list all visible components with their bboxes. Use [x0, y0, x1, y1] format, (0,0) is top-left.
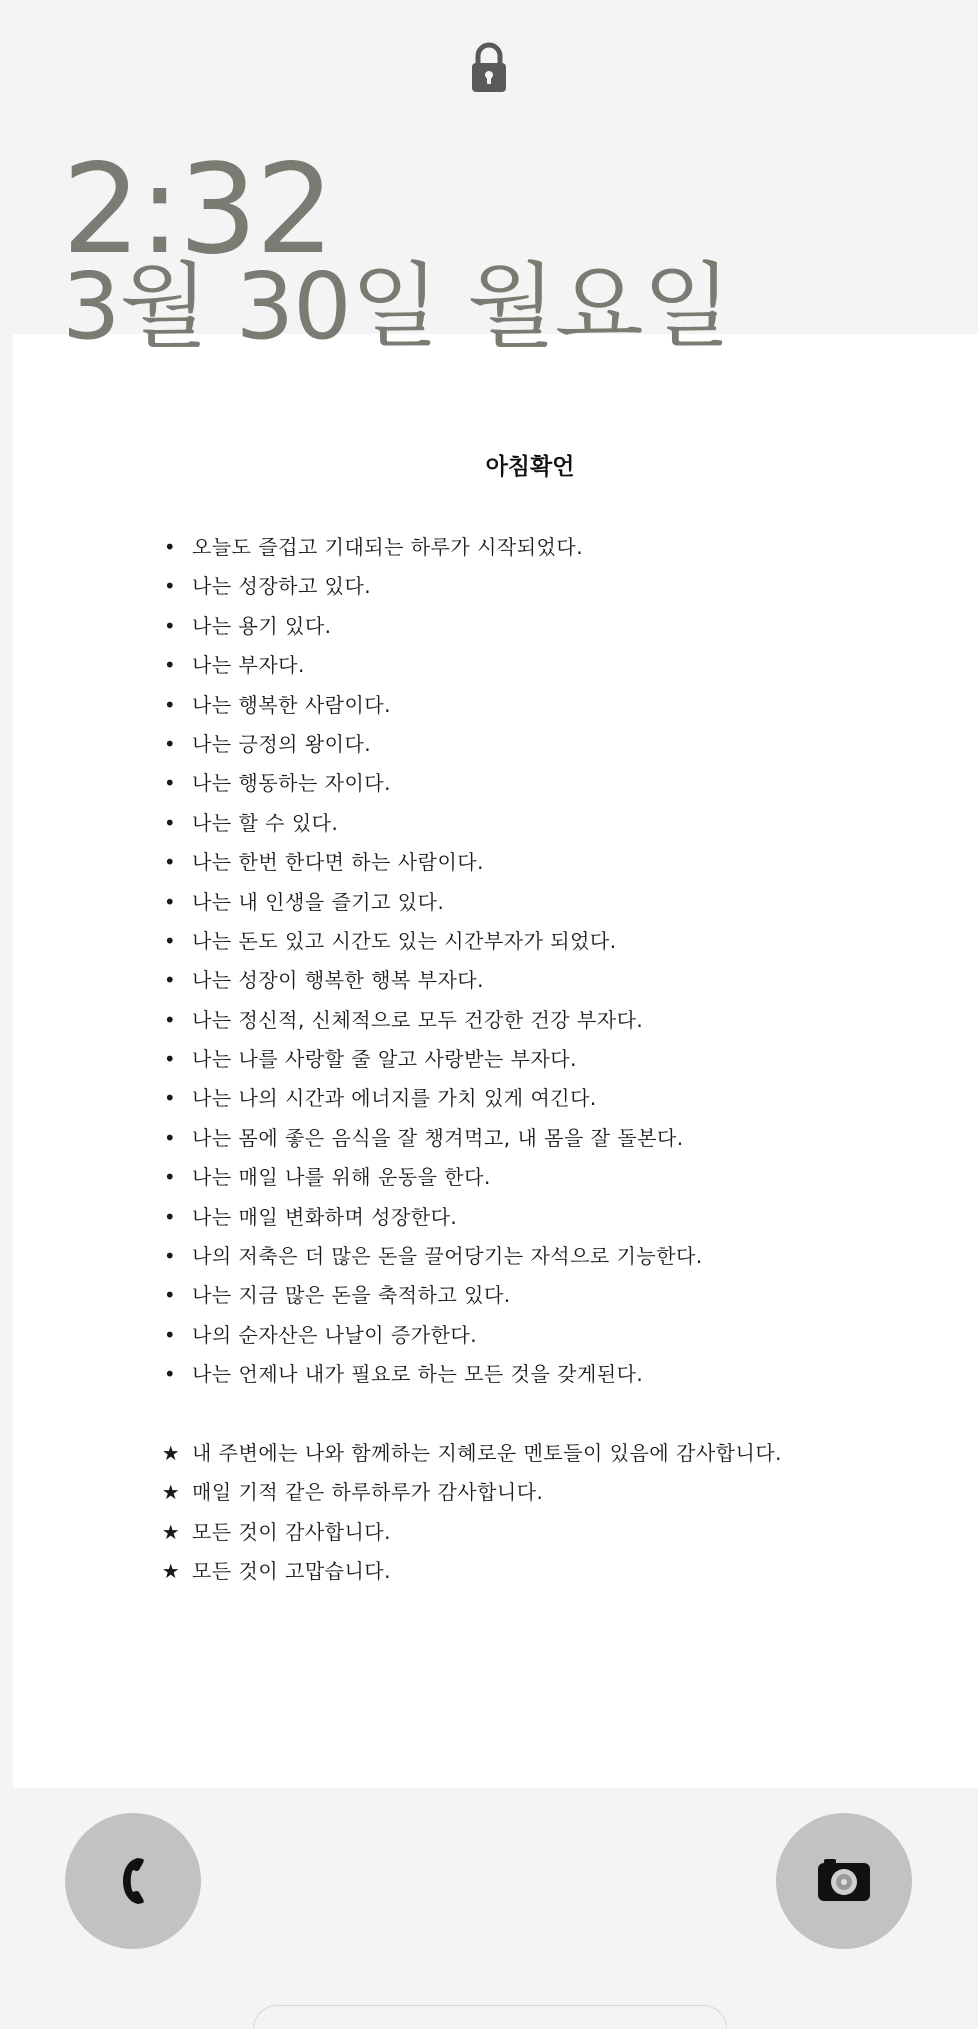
- bullet-mark: •: [163, 1086, 177, 1111]
- gratitude-item: [160, 1516, 782, 1555]
- affirmation-text: 나는 할 수 있다.: [192, 810, 339, 835]
- bullet-mark: •: [163, 1007, 177, 1032]
- bullet-mark: •: [163, 1283, 177, 1308]
- bullet-mark: •: [163, 692, 177, 717]
- bullet-mark: •: [163, 574, 177, 599]
- phone-shortcut-button[interactable]: [65, 1813, 201, 1949]
- star-mark: ★: [161, 1519, 181, 1544]
- affirmation-text: 나는 행동하는 자이다.: [192, 771, 391, 796]
- affirmation-item: [160, 1161, 703, 1200]
- affirmation-text: 나는 언제나 내가 필요로 하는 모든 것을 갖게된다.: [192, 1362, 644, 1387]
- gratitude-text: 매일 기적 같은 하루하루가 감사합니다.: [192, 1480, 544, 1505]
- affirmation-text: 나는 용기 있다.: [192, 613, 332, 638]
- affirmation-text: 나는 매일 변화하며 성장한다.: [192, 1204, 458, 1229]
- bullet-mark: •: [163, 731, 177, 756]
- bullet-mark: •: [163, 968, 177, 993]
- affirmation-text: 나는 내 인생을 즐기고 있다.: [192, 889, 445, 914]
- bullet-mark: •: [163, 928, 177, 953]
- gratitude-text: 모든 것이 감사합니다.: [192, 1519, 391, 1544]
- affirmation-text: 나는 긍정의 왕이다.: [192, 731, 372, 756]
- bullet-mark: •: [163, 535, 177, 559]
- bullet-mark: •: [163, 1362, 177, 1387]
- bullet-mark: •: [163, 1244, 177, 1269]
- bullet-mark: •: [163, 1125, 177, 1150]
- affirmation-item: [160, 1201, 703, 1240]
- bullet-mark: •: [163, 850, 177, 875]
- star-mark: ★: [161, 1441, 181, 1465]
- bullet-mark: •: [163, 1204, 177, 1229]
- navigation-handle[interactable]: [253, 2005, 727, 2029]
- affirmation-item: [160, 846, 703, 885]
- camera-icon: [816, 1859, 872, 1903]
- bullet-mark: •: [163, 1047, 177, 1072]
- affirmation-item: [160, 807, 703, 846]
- affirmation-item: [160, 531, 703, 570]
- affirmation-item: [160, 610, 703, 649]
- affirmation-item: [160, 1043, 703, 1082]
- affirmation-text: 나는 나의 시간과 에너지를 가치 있게 여긴다.: [192, 1086, 597, 1111]
- affirmation-list: [160, 531, 703, 1398]
- affirmation-text: 나는 나를 사랑할 줄 알고 사랑받는 부자다.: [192, 1047, 577, 1072]
- affirmation-text: 오늘도 즐겁고 기대되는 하루가 시작되었다.: [192, 535, 584, 559]
- affirmation-item: [160, 1122, 703, 1161]
- phone-icon: [118, 1854, 148, 1908]
- camera-shortcut-button[interactable]: [776, 1813, 912, 1949]
- affirmation-text: 나는 돈도 있고 시간도 있는 시간부자가 되었다.: [192, 928, 617, 953]
- affirmation-text: 나는 매일 나를 위해 운동을 한다.: [192, 1165, 491, 1190]
- affirmation-text: 나는 지금 많은 돈을 축적하고 있다.: [192, 1283, 511, 1308]
- gratitude-text: 모든 것이 고맙습니다.: [192, 1559, 391, 1584]
- affirmation-item: [160, 1279, 703, 1318]
- affirmation-text: 나는 성장하고 있다.: [192, 574, 372, 599]
- bullet-mark: •: [163, 810, 177, 835]
- affirmation-item: [160, 886, 703, 925]
- affirmation-item: [160, 689, 703, 728]
- affirmation-text: 나의 순자산은 나날이 증가한다.: [192, 1322, 478, 1347]
- lock-icon: [469, 42, 509, 94]
- affirmation-item: [160, 925, 703, 964]
- bullet-mark: •: [163, 1165, 177, 1190]
- affirmation-item: [160, 570, 703, 609]
- affirmation-item: [160, 1358, 703, 1397]
- bullet-mark: •: [163, 889, 177, 914]
- bullet-mark: •: [163, 613, 177, 638]
- affirmation-item: [160, 728, 703, 767]
- gratitude-item: [160, 1476, 782, 1515]
- affirmation-item: [160, 649, 703, 688]
- gratitude-item: [160, 1437, 782, 1476]
- affirmation-text: 나의 저축은 더 많은 돈을 끌어당기는 자석으로 기능한다.: [192, 1244, 703, 1269]
- gratitude-item: [160, 1555, 782, 1594]
- affirmation-item: [160, 1004, 703, 1043]
- affirmation-text: 나는 성장이 행복한 행복 부자다.: [192, 968, 484, 993]
- affirmation-item: [160, 1082, 703, 1121]
- lock-date: 3월 30일 월요일: [62, 253, 731, 360]
- star-mark: ★: [161, 1480, 181, 1505]
- note-title: 아침확언: [485, 454, 575, 480]
- star-mark: ★: [161, 1559, 181, 1584]
- affirmation-item: [160, 964, 703, 1003]
- affirmation-text: 나는 한번 한다면 하는 사람이다.: [192, 850, 484, 875]
- affirmation-item: [160, 1319, 703, 1358]
- gratitude-text: 내 주변에는 나와 함께하는 지혜로운 멘토들이 있음에 감사합니다.: [192, 1441, 782, 1465]
- lock-clock: 2:32: [62, 138, 333, 282]
- affirmation-text: 나는 행복한 사람이다.: [192, 692, 391, 717]
- affirmation-text: 나는 정신적, 신체적으로 모두 건강한 건강 부자다.: [192, 1007, 644, 1032]
- bullet-mark: •: [163, 653, 177, 678]
- gratitude-list: [160, 1437, 782, 1595]
- affirmation-item: [160, 1240, 703, 1279]
- bullet-mark: •: [163, 771, 177, 796]
- affirmation-text: 나는 몸에 좋은 음식을 잘 챙겨먹고, 내 몸을 잘 돌본다.: [192, 1125, 684, 1150]
- bullet-mark: •: [163, 1322, 177, 1347]
- affirmation-text: 나는 부자다.: [192, 653, 305, 678]
- affirmation-item: [160, 767, 703, 806]
